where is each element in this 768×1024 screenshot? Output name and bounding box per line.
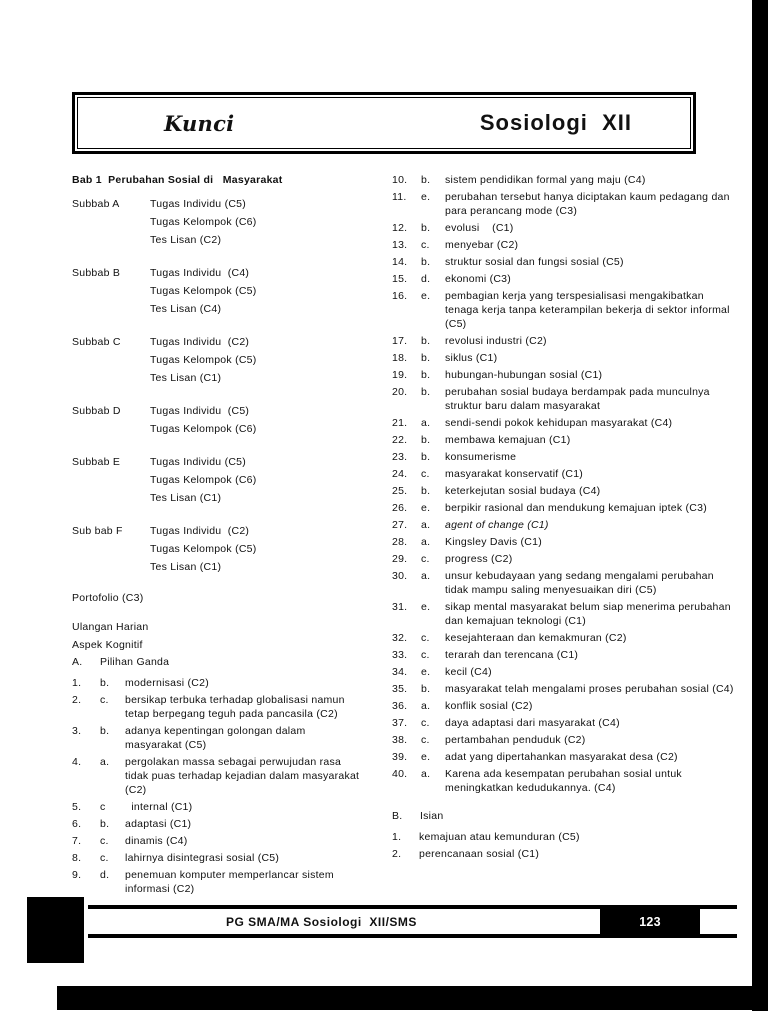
answer-text: internal (C1)	[125, 800, 193, 813]
answer-number: 18.	[392, 352, 408, 364]
subbab-label: Subbab B	[72, 267, 121, 279]
answer-row	[392, 716, 737, 730]
answer-letter: c.	[421, 553, 430, 565]
answer-text: hubungan-hubungan sosial (C1)	[445, 369, 603, 381]
answer-letter: c.	[421, 468, 430, 480]
ulangan-harian-section	[72, 619, 363, 672]
subbab-items	[150, 264, 363, 318]
answer-number: 7.	[72, 834, 82, 847]
answer-letter: c.	[421, 649, 430, 661]
answer-number: 34.	[392, 666, 408, 678]
answer-letter: b.	[421, 352, 431, 364]
answer-row	[392, 173, 737, 187]
answer-text: pembagian kerja yang terspesialisasi mengakibatkan tenaga kerja tanpa keterampilan bekerja di sektor informal (C5)	[445, 290, 733, 330]
answer-row	[392, 334, 737, 348]
answer-row	[392, 750, 737, 764]
subbab-label: Subbab A	[72, 198, 120, 210]
answer-letter: c	[100, 800, 106, 813]
answer-row	[392, 484, 737, 498]
answer-number: 15.	[392, 273, 408, 285]
answer-row	[72, 676, 363, 690]
answer-row	[392, 289, 737, 331]
answer-row	[72, 693, 363, 721]
answer-text: Karena ada kesempatan perubahan sosial untuk meningkatkan kedudukannya. (C4)	[445, 768, 686, 794]
answer-text: masyarakat telah mengalami proses perubahan sosial (C4)	[445, 683, 734, 695]
answer-row	[392, 190, 737, 218]
answer-row	[392, 501, 737, 515]
answer-number: 9.	[72, 868, 82, 881]
subbab-task: Tugas Kelompok (C6)	[150, 474, 257, 486]
answer-letter: d.	[421, 273, 431, 285]
answer-text: menyebar (C2)	[445, 239, 519, 251]
subbab-label: Sub bab F	[72, 525, 123, 537]
answer-number: 22.	[392, 434, 408, 446]
answer-number: 26.	[392, 502, 408, 514]
answer-letter: b.	[421, 174, 431, 186]
answer-row	[392, 433, 737, 447]
answer-text: sikap mental masyarakat belum siap menerima perubahan dan kemajuan teknologi (C1)	[445, 601, 734, 627]
scan-artifact-right-bar	[752, 0, 768, 1011]
subbab-task: Tugas Kelompok (C6)	[150, 216, 257, 228]
answer-row	[392, 385, 737, 413]
answer-text: perubahan sosial budaya berdampak pada munculnya struktur baru dalam masyarakat	[445, 386, 713, 412]
answer-number: 35.	[392, 683, 408, 695]
answer-letter: e.	[421, 191, 431, 203]
header-box	[72, 92, 696, 154]
answer-text: agent of change (C1)	[445, 519, 549, 531]
answer-row	[392, 552, 737, 566]
answer-row	[392, 665, 737, 679]
answer-row	[392, 518, 737, 532]
answer-number: 31.	[392, 601, 408, 613]
answer-text: adat yang dipertahankan masyarakat desa (C2)	[445, 751, 678, 763]
answer-row	[392, 699, 737, 713]
answer-letter: c.	[100, 834, 109, 847]
answer-text: konsumerisme	[445, 451, 517, 463]
answer-number: 33.	[392, 649, 408, 661]
answer-row	[392, 569, 737, 597]
answer-number: 20.	[392, 386, 408, 398]
answer-text: struktur sosial dan fungsi sosial (C5)	[445, 256, 624, 268]
answer-letter: b.	[421, 386, 431, 398]
answer-letter: c.	[421, 734, 430, 746]
left-column	[72, 173, 363, 899]
answer-number: 32.	[392, 632, 408, 644]
subbab-block	[72, 522, 363, 576]
subbab-items	[150, 402, 363, 438]
answer-text: bersikap terbuka terhadap globalisasi namun tetap berpegang teguh pada pancasila (C2)	[125, 693, 348, 720]
answer-letter: c.	[100, 693, 109, 706]
answer-row	[72, 724, 363, 752]
isian-list	[392, 830, 737, 861]
answer-text: progress (C2)	[445, 553, 513, 565]
answer-number: 13.	[392, 239, 408, 251]
answer-number: 5.	[72, 800, 82, 813]
subbab-label: Subbab D	[72, 405, 121, 417]
section-a-heading	[72, 654, 363, 672]
answer-text: lahirnya disintegrasi sosial (C5)	[125, 851, 280, 864]
answer-number: 16.	[392, 290, 408, 302]
answer-letter: b.	[421, 335, 431, 347]
subbab-label: Subbab E	[72, 456, 121, 468]
answer-text: masyarakat konservatif (C1)	[445, 468, 584, 480]
answers-list-left	[72, 676, 363, 896]
answer-letter: b.	[421, 434, 431, 446]
scan-artifact-bottom-bar	[57, 986, 768, 1010]
section-b-title: Isian	[420, 810, 444, 822]
answer-number: 40.	[392, 768, 408, 780]
portofolio-line: Portofolio (C3)	[72, 592, 144, 604]
answers-list-right	[392, 173, 737, 795]
answer-number: 8.	[72, 851, 82, 864]
subbab-list	[72, 195, 363, 576]
answer-letter: c.	[100, 851, 109, 864]
subbab-task: Tugas Individu (C5)	[150, 405, 250, 417]
answer-row	[392, 272, 737, 286]
answer-row	[392, 467, 737, 481]
answer-number: 38.	[392, 734, 408, 746]
header-inner-frame	[77, 97, 691, 149]
answer-row	[392, 450, 737, 464]
answer-letter: b.	[421, 485, 431, 497]
answer-letter: a.	[421, 570, 431, 582]
answer-letter: b.	[421, 683, 431, 695]
answer-text: unsur kebudayaan yang sedang mengalami perubahan tidak mampu saling menyesuaikan diri (C5)	[445, 570, 718, 596]
answer-text: keterkejutan sosial budaya (C4)	[445, 485, 601, 497]
subbab-task: Tes Lisan (C1)	[150, 492, 222, 504]
answer-text: kecil (C4)	[445, 666, 492, 678]
answer-text: perubahan tersebut hanya diciptakan kaum pedagang dan para perancang mode (C3)	[445, 191, 733, 217]
subbab-block	[72, 453, 363, 507]
chapter-title: Bab 1 Perubahan Sosial di Masyarakat	[72, 174, 283, 186]
section-b-heading	[392, 809, 737, 823]
answer-text: terarah dan terencana (C1)	[445, 649, 579, 661]
subbab-task: Tugas Individu (C5)	[150, 198, 246, 210]
answer-number: 4.	[72, 755, 82, 768]
answer-text: pertambahan penduduk (C2)	[445, 734, 586, 746]
isian-row	[392, 847, 737, 861]
answer-row	[392, 416, 737, 430]
answer-letter: c.	[421, 717, 430, 729]
answer-number: 3.	[72, 724, 82, 737]
answer-letter: a.	[421, 768, 431, 780]
header-left-title: Kunci	[164, 110, 235, 136]
answer-letter: a.	[100, 755, 110, 768]
answer-text: daya adaptasi dari masyarakat (C4)	[445, 717, 620, 729]
answer-number: 37.	[392, 717, 408, 729]
isian-text: kemajuan atau kemunduran (C5)	[419, 831, 580, 843]
answer-row	[392, 682, 737, 696]
subbab-task: Tugas Kelompok (C5)	[150, 543, 257, 555]
answer-text: membawa kemajuan (C1)	[445, 434, 571, 446]
answer-row	[392, 351, 737, 365]
header-right-title: Sosiologi XII	[479, 110, 632, 135]
answer-text: kesejahteraan dan kemakmuran (C2)	[445, 632, 627, 644]
answer-number: 14.	[392, 256, 408, 268]
answer-row	[392, 733, 737, 747]
footer-text: PG SMA/MA Sosiologi XII/SMS	[226, 914, 417, 929]
answer-letter: a.	[421, 417, 431, 429]
subbab-task: Tes Lisan (C2)	[150, 234, 222, 246]
page-number: 123	[639, 914, 661, 929]
answer-letter: e.	[421, 601, 431, 613]
answer-number: 12.	[392, 222, 408, 234]
answer-text: Kingsley Davis (C1)	[445, 536, 542, 548]
answer-text: penemuan komputer memperlancar sistem informasi (C2)	[125, 868, 338, 895]
right-column	[392, 173, 737, 899]
answer-letter: d.	[100, 868, 110, 881]
answer-letter: e.	[421, 751, 431, 763]
answer-number: 36.	[392, 700, 408, 712]
subbab-task: Tugas Kelompok (C5)	[150, 354, 257, 366]
answer-row	[392, 368, 737, 382]
answer-number: 30.	[392, 570, 408, 582]
section-a-title: Pilihan Ganda	[100, 656, 170, 668]
isian-number: 2.	[392, 848, 402, 860]
answer-row	[72, 868, 363, 896]
answer-letter: b.	[421, 256, 431, 268]
answer-text: siklus (C1)	[445, 352, 498, 364]
scan-artifact-left-square	[27, 897, 84, 963]
subbab-items	[150, 195, 363, 249]
answer-number: 39.	[392, 751, 408, 763]
answer-number: 25.	[392, 485, 408, 497]
isian-row	[392, 830, 737, 844]
answer-row	[72, 755, 363, 797]
page-footer	[88, 905, 737, 938]
subbab-label: Subbab C	[72, 336, 121, 348]
answer-number: 23.	[392, 451, 408, 463]
subbab-task: Tugas Individu (C2)	[150, 525, 250, 537]
answer-text: adanya kepentingan golongan dalam masyarakat (C5)	[125, 724, 309, 751]
answer-text: berpikir rasional dan mendukung kemajuan iptek (C3)	[445, 502, 707, 514]
answer-number: 1.	[72, 676, 82, 689]
subbab-items	[150, 522, 363, 576]
answer-text: sendi-sendi pokok kehidupan masyarakat (C4)	[445, 417, 673, 429]
answer-row	[392, 255, 737, 269]
answer-row	[392, 535, 737, 549]
answer-row	[392, 631, 737, 645]
answer-text: dinamis (C4)	[125, 834, 188, 847]
subbab-task: Tes Lisan (C1)	[150, 561, 222, 573]
subbab-task: Tes Lisan (C1)	[150, 372, 222, 384]
answer-letter: b.	[421, 222, 431, 234]
answer-letter: a.	[421, 700, 431, 712]
aspek-kognitif-heading: Aspek Kognitif	[72, 638, 143, 651]
subbab-block	[72, 333, 363, 387]
answer-row	[72, 817, 363, 831]
section-a-letter: A.	[72, 656, 83, 668]
answer-letter: c.	[421, 239, 430, 251]
answer-letter: a.	[421, 536, 431, 548]
answer-text: revolusi industri (C2)	[445, 335, 547, 347]
answer-number: 29.	[392, 553, 408, 565]
answer-row	[392, 238, 737, 252]
ulangan-harian-heading: Ulangan Harian	[72, 621, 149, 633]
subbab-block	[72, 264, 363, 318]
answer-row	[392, 600, 737, 628]
answer-row	[72, 851, 363, 865]
section-b-letter: B.	[392, 810, 403, 822]
answer-text: modernisasi (C2)	[125, 676, 209, 689]
answer-number: 27.	[392, 519, 408, 531]
answer-text: ekonomi (C3)	[445, 273, 512, 285]
answer-number: 6.	[72, 817, 82, 830]
answer-number: 2.	[72, 693, 82, 706]
answer-letter: e.	[421, 666, 431, 678]
subbab-items	[150, 453, 363, 507]
subbab-task: Tugas Individu (C5)	[150, 456, 246, 468]
answer-row	[72, 800, 363, 814]
answer-text: pergolakan massa sebagai perwujudan rasa tidak puas terhadap kejadian dalam masyarakat (C2)	[125, 755, 363, 796]
answer-letter: c.	[421, 632, 430, 644]
answer-number: 11.	[392, 191, 407, 203]
answer-number: 24.	[392, 468, 408, 480]
answer-number: 21.	[392, 417, 408, 429]
answer-number: 10.	[392, 174, 408, 186]
subbab-task: Tugas Individu (C4)	[150, 267, 250, 279]
subbab-items	[150, 333, 363, 387]
answer-letter: e.	[421, 290, 431, 302]
page-number-box	[600, 909, 700, 934]
answer-row	[392, 648, 737, 662]
answer-letter: a.	[421, 519, 431, 531]
content-columns	[72, 173, 737, 899]
answer-letter: b.	[421, 451, 431, 463]
subbab-task: Tugas Kelompok (C6)	[150, 423, 257, 435]
answer-letter: b.	[421, 369, 431, 381]
subbab-block	[72, 195, 363, 249]
answer-letter: b.	[100, 676, 110, 689]
isian-number: 1.	[392, 831, 402, 843]
answer-number: 17.	[392, 335, 408, 347]
answer-row	[72, 834, 363, 848]
answer-text: sistem pendidikan formal yang maju (C4)	[445, 174, 646, 186]
answer-row	[392, 221, 737, 235]
answer-letter: b.	[100, 724, 110, 737]
subbab-task: Tugas Individu (C2)	[150, 336, 250, 348]
subbab-block	[72, 402, 363, 438]
subbab-task: Tes Lisan (C4)	[150, 303, 222, 315]
subbab-task: Tugas Kelompok (C5)	[150, 285, 257, 297]
answer-letter: b.	[100, 817, 110, 830]
answer-letter: e.	[421, 502, 431, 514]
answer-text: adaptasi (C1)	[125, 817, 192, 830]
answer-number: 28.	[392, 536, 408, 548]
answer-text: konflik sosial (C2)	[445, 700, 533, 712]
isian-text: perencanaan sosial (C1)	[419, 848, 540, 860]
answer-row	[392, 767, 737, 795]
answer-text: evolusi (C1)	[445, 222, 514, 234]
answer-number: 19.	[392, 369, 408, 381]
